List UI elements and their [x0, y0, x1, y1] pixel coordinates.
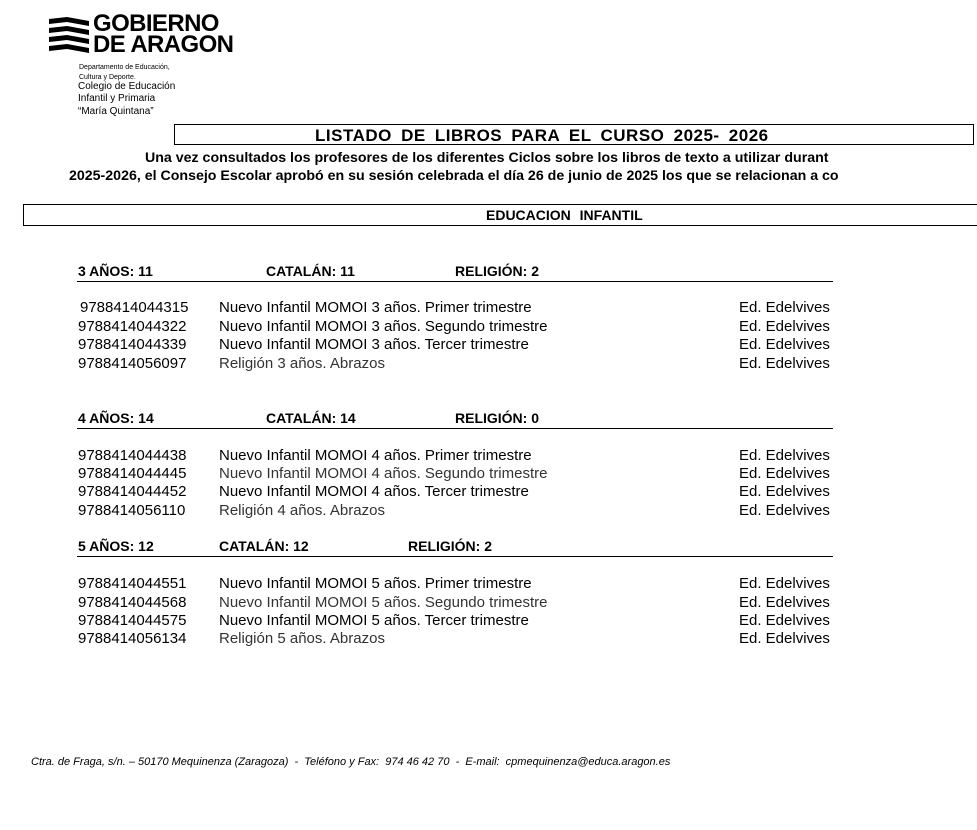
book-title: Nuevo Infantil MOMOI 4 años. Primer trimestre: [219, 447, 532, 464]
department-name: [79, 63, 170, 82]
group-religion: RELIGIÓN: 2: [408, 538, 493, 554]
book-row: [0, 630, 977, 649]
book-isbn: 9788414044551: [78, 575, 187, 592]
book-title: Nuevo Infantil MOMOI 5 años. Primer trimestre: [219, 575, 532, 592]
book-isbn: 9788414044339: [78, 336, 187, 353]
book-isbn: 9788414044445: [78, 465, 187, 482]
group-age: 4 AÑOS: 14: [78, 410, 154, 426]
group-header-4-anos: [77, 410, 833, 429]
group-age: 5 AÑOS: 12: [78, 538, 154, 554]
book-publisher: Ed. Edelvives: [739, 594, 830, 611]
logo-wordmark: [93, 10, 234, 58]
book-row: [0, 299, 977, 318]
book-title: Nuevo Infantil MOMOI 5 años. Segundo trimestre: [219, 594, 548, 611]
book-isbn: 9788414044438: [78, 447, 187, 464]
book-isbn: 9788414056110: [78, 502, 186, 519]
book-title: Nuevo Infantil MOMOI 5 años. Tercer trimestre: [219, 612, 529, 629]
logo-line-2: DE ARAGON: [93, 31, 234, 58]
book-publisher: Ed. Edelvives: [739, 612, 830, 629]
group-religion: RELIGIÓN: 0: [455, 410, 540, 426]
book-publisher: Ed. Edelvives: [739, 630, 830, 647]
intro-line-1: Una vez consultados los profesores de los diferentes Ciclos sobre los libros de texto a utilizar durant: [145, 150, 829, 166]
group-religion: RELIGIÓN: 2: [455, 263, 540, 279]
book-isbn: 9788414056097: [78, 355, 187, 372]
book-row: [0, 336, 977, 355]
school-line-1: Colegio de Educación: [78, 81, 176, 92]
book-isbn: 9788414044568: [78, 594, 187, 611]
book-title: Religión 3 años. Abrazos: [219, 355, 385, 372]
book-row: [0, 612, 977, 631]
book-isbn: 9788414044322: [78, 318, 187, 335]
dept-line-1: Departamento de Educación,: [79, 64, 170, 71]
book-title: Nuevo Infantil MOMOI 3 años. Segundo trimestre: [219, 318, 548, 335]
book-title: Nuevo Infantil MOMOI 3 años. Tercer trimestre: [219, 336, 529, 353]
dept-line-2: Cultura y Deporte.: [79, 73, 136, 81]
book-publisher: Ed. Edelvives: [739, 465, 830, 482]
book-isbn: 9788414056134: [78, 630, 187, 647]
gobierno-aragon-logo: [47, 10, 247, 61]
group-header-3-anos: [77, 263, 833, 282]
book-row: [0, 465, 977, 484]
book-title: Nuevo Infantil MOMOI 4 años. Segundo trimestre: [219, 465, 548, 482]
book-publisher: Ed. Edelvives: [739, 336, 830, 353]
book-title: Religión 4 años. Abrazos: [219, 502, 385, 519]
school-name: [78, 81, 175, 118]
book-publisher: Ed. Edelvives: [739, 483, 830, 500]
group-catalan: CATALÁN: 11: [266, 263, 355, 279]
book-title: Nuevo Infantil MOMOI 3 años. Primer trimestre: [219, 299, 532, 316]
book-publisher: Ed. Edelvives: [739, 318, 830, 335]
page-title: LISTADO DE LIBROS PARA EL CURSO 2025- 2026: [315, 126, 769, 145]
intro-line-2: 2025-2026, el Consejo Escolar aprobó en su sesión celebrada el día 26 de junio de 2025 los que se relacionan a co: [69, 168, 839, 184]
book-publisher: Ed. Edelvives: [739, 502, 830, 519]
group-catalan: CATALÁN: 12: [219, 538, 309, 554]
book-row: [0, 318, 977, 337]
section-box: [23, 204, 977, 226]
book-row: [0, 502, 977, 521]
book-row: [0, 483, 977, 502]
book-row: [0, 594, 977, 613]
school-line-2: Infantil y Primaria: [78, 93, 156, 105]
section-title: EDUCACION INFANTIL: [486, 207, 643, 223]
book-title: Nuevo Infantil MOMOI 4 años. Tercer trimestre: [219, 483, 529, 500]
book-isbn: 9788414044452: [78, 483, 187, 500]
school-line-3: “María Quintana”: [78, 105, 154, 117]
group-header-5-anos: [77, 538, 833, 557]
footer-contact: Ctra. de Fraga, s/n. – 50170 Mequinenza (Zaragoza) - Teléfono y Fax: 974 46 42 70 - E-mail: cpmequinenza@educa.aragon.es: [31, 756, 671, 768]
logo-line-1: GOBIERNO: [93, 10, 219, 37]
book-publisher: Ed. Edelvives: [739, 355, 830, 372]
book-publisher: Ed. Edelvives: [739, 447, 830, 464]
book-publisher: Ed. Edelvives: [739, 299, 830, 316]
book-isbn: 9788414044575: [78, 612, 187, 629]
book-isbn: 9788414044315: [80, 299, 189, 316]
book-row: [0, 447, 977, 466]
title-box: [174, 124, 974, 145]
aragon-stripes-icon: [47, 15, 91, 57]
book-publisher: Ed. Edelvives: [739, 575, 830, 592]
group-age: 3 AÑOS: 11: [78, 263, 153, 279]
book-title: Religión 5 años. Abrazos: [219, 630, 385, 647]
group-catalan: CATALÁN: 14: [266, 410, 356, 426]
book-row: [0, 575, 977, 594]
book-row: [0, 355, 977, 374]
